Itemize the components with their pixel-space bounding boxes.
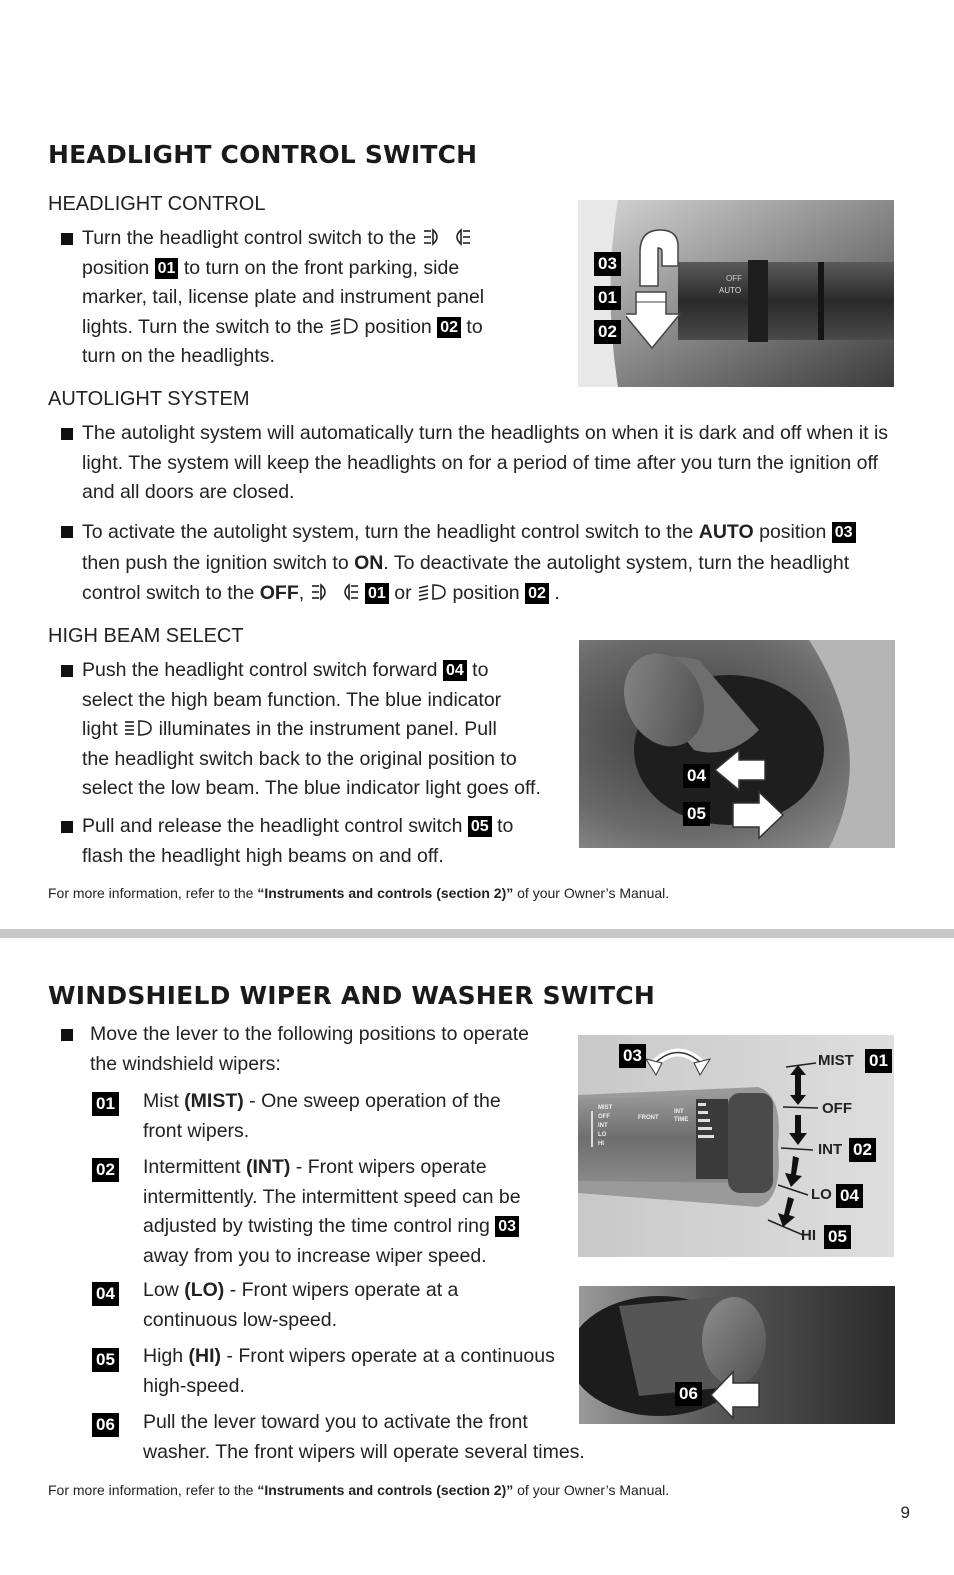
autolight-text-1: The autolight system will automatically turn the headlights on when it is dark and off when it is light. The system will keep the headlights on for a period of time after you turn the ignition off and all doors are closed.: [82, 422, 889, 503]
photo-tag-02: 02: [594, 320, 621, 344]
photo-tag-05: 05: [824, 1225, 851, 1249]
rotate-arrow-icon: [626, 222, 692, 352]
position-tag: 02: [437, 317, 461, 338]
photo-tag-04: 04: [683, 764, 710, 788]
wiper-item-mist: Mist (MIST) - One sweep operation of the front wipers.: [143, 1090, 501, 1142]
position-label-mist: MIST: [818, 1052, 854, 1069]
photo-tag-01: 01: [865, 1049, 892, 1073]
position-tag: 03: [832, 522, 856, 543]
wiper-lever-diagram: [578, 1035, 894, 1257]
position-tag: 02: [525, 583, 549, 604]
wiper-item-tag: 06: [92, 1413, 119, 1437]
high-beam-text-2: Pull and release the headlight control switch 05 to flash the headlight high beams on and off.: [82, 815, 514, 867]
wiper-item-tag: 01: [92, 1092, 119, 1116]
high-beam-indicator-icon: [123, 718, 153, 738]
switch-text-off: OFF: [726, 274, 742, 283]
wiper-item-tag: 05: [92, 1348, 119, 1372]
bullet-marker: [61, 665, 73, 677]
headlight-icon: [329, 316, 359, 336]
position-tag: 04: [443, 660, 467, 681]
switch-text-auto: AUTO: [719, 286, 742, 295]
bullet-marker: [61, 428, 73, 440]
photo-tag-03: 03: [594, 252, 621, 276]
wiper-intro: Move the lever to the following positions to operate the windshield wipers:: [90, 1023, 530, 1075]
photo-tag-06: 06: [675, 1382, 702, 1406]
footnote-section2: For more information, refer to the “Instruments and controls (section 2)” of your Owner’s Manual.: [48, 1482, 670, 1498]
bullet-marker: [61, 1029, 73, 1041]
lever-text-lo: LO: [598, 1132, 607, 1138]
section-title-headlight: HEADLIGHT CONTROL SWITCH: [48, 140, 478, 169]
photo-tag-03: 03: [619, 1044, 646, 1068]
position-tag: 01: [155, 258, 179, 279]
headlight-control-text: Turn the headlight control switch to the position 01 to turn on the front parking, side marker, tail, license plate and instrument panel lights. Turn the switch to the position 02 to turn on the headlights.: [82, 227, 485, 367]
position-label-off: OFF: [822, 1100, 852, 1117]
bullet-marker: [61, 821, 73, 833]
pull-back-arrow-icon: [729, 790, 785, 840]
position-label-lo: LO: [811, 1186, 832, 1203]
page-number: 9: [900, 1503, 910, 1522]
wiper-item-hi: High (HI) - Front wipers operate at a continuous high-speed.: [143, 1345, 555, 1397]
section-title-wiper: WINDSHIELD WIPER AND WASHER SWITCH: [48, 981, 655, 1010]
high-beam-text-1: Push the headlight control switch forward 04 to select the high beam function. The blue indicator light illuminates in the instrument panel. Pull the headlight switch back to the original position to select the low beam. The blue indicator light goes off.: [82, 659, 541, 799]
time-ring-tag: 03: [495, 1216, 519, 1237]
wiper-item-tag: 04: [92, 1282, 119, 1306]
headlight-icon: [417, 582, 447, 602]
photo-tag-04: 04: [836, 1184, 863, 1208]
lever-text-hi: HI: [598, 1141, 604, 1147]
lever-text-int-ring: INT: [674, 1109, 684, 1115]
photo-tag-02: 02: [849, 1138, 876, 1162]
lever-text-off: OFF: [598, 1114, 610, 1120]
bullet-marker: [61, 526, 73, 538]
lever-text-mist: MIST: [598, 1105, 613, 1111]
lever-text-int: INT: [598, 1123, 608, 1129]
parking-light-icon: [310, 582, 360, 602]
position-tag: 01: [365, 583, 389, 604]
heading-headlight-control: HEADLIGHT CONTROL: [48, 193, 266, 215]
lever-text-front: FRONT: [638, 1115, 659, 1121]
footnote-section1: For more information, refer to the “Instruments and controls (section 2)” of your Owner’s Manual.: [48, 885, 670, 901]
bullet-marker: [61, 233, 73, 245]
heading-autolight: AUTOLIGHT SYSTEM: [48, 388, 250, 410]
parking-light-icon: [422, 227, 472, 247]
lever-text-time: TIME: [674, 1117, 689, 1123]
high-beam-photo: [579, 640, 895, 848]
headlight-switch-photo: [578, 200, 894, 387]
position-label-hi: HI: [801, 1227, 816, 1244]
position-tag: 05: [468, 816, 492, 837]
heading-high-beam: HIGH BEAM SELECT: [48, 625, 244, 647]
wiper-item-washer: Pull the lever toward you to activate the front washer. The front wipers will operate several times.: [143, 1411, 585, 1463]
position-label-int: INT: [818, 1141, 843, 1158]
wiper-item-tag: 02: [92, 1158, 119, 1182]
photo-tag-01: 01: [594, 286, 621, 310]
autolight-text-2: To activate the autolight system, turn the headlight control switch to the AUTO position 03 then push the ignition switch to ON. To deactivate the autolight system, turn the headlight control switch to the OFF, 01 or position 02 .: [82, 517, 922, 609]
washer-photo: [579, 1286, 895, 1424]
wiper-item-int: Intermittent (INT) - Front wipers operate intermittently. The intermittent speed can be adjusted by twisting the time control ring 03 away from you to increase wiper speed.: [143, 1156, 521, 1267]
photo-tag-05: 05: [683, 802, 710, 826]
section-divider: [0, 929, 954, 938]
pull-lever-arrow-icon: [709, 1370, 761, 1420]
push-forward-arrow-icon: [713, 748, 769, 792]
wiper-item-lo: Low (LO) - Front wipers operate at a continuous low-speed.: [143, 1279, 459, 1331]
